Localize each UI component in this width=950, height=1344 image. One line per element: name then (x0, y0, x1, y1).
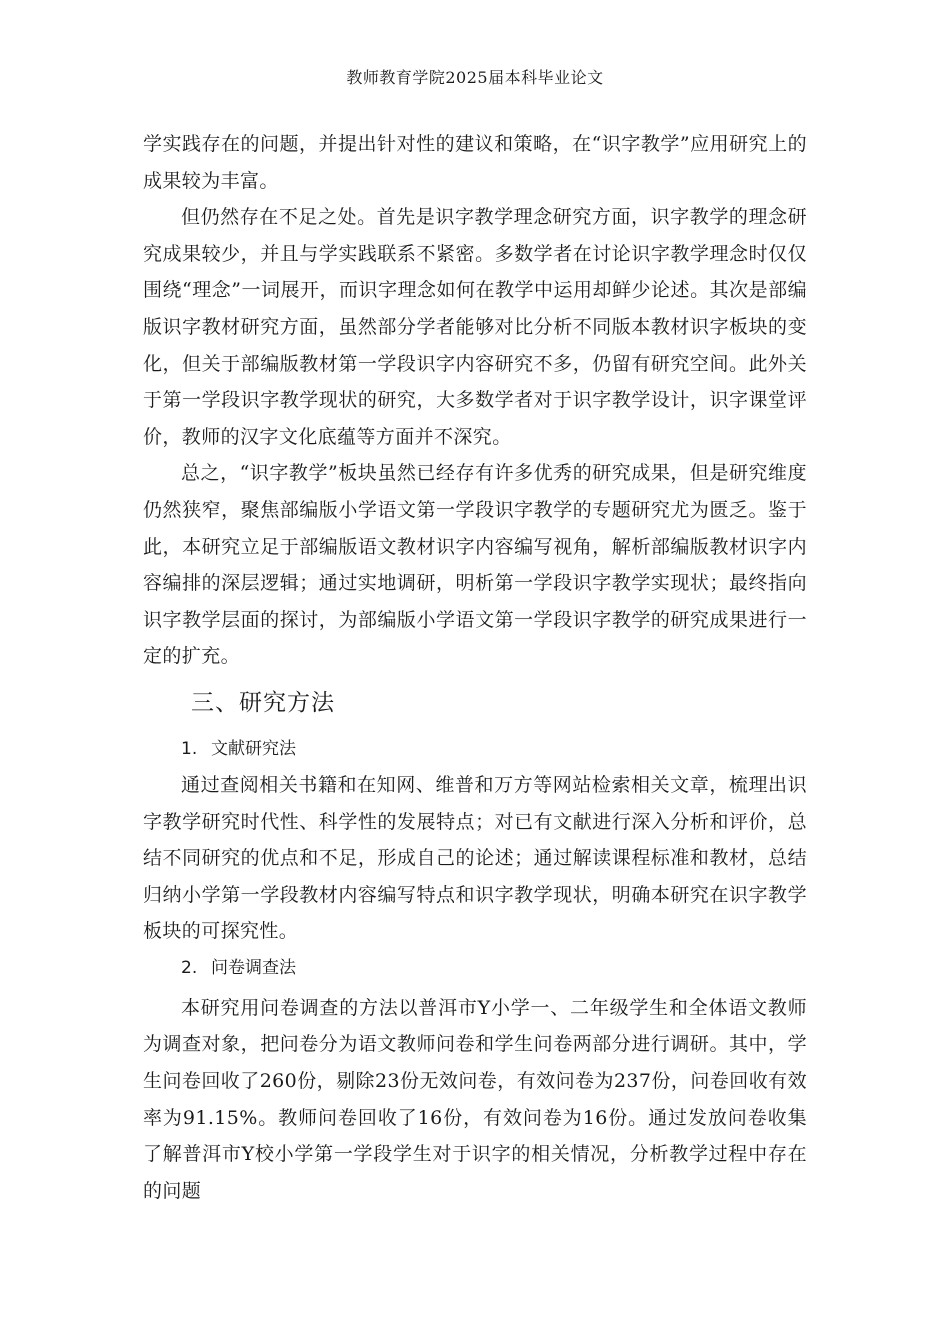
subsection-number: 2. (181, 957, 198, 978)
subsection-title: 文献研究法 (211, 738, 296, 759)
page-body (143, 126, 807, 1209)
paragraph-questionnaire-method: 本研究用问卷调查的方法以普洱市Y小学一、二年级学生和全体语文教师为调查对象，把问卷分为语文教师问卷和学生问卷两部分进行调研。其中，学生问卷回收了260份，剔除23份无效问卷，有效问卷为237份，问卷回收有效率为91.15%。教师问卷回收了16份，有效问卷为16份。通过发放问卷收集了解普洱市Y校小学第一学段学生对于识字的相关情况，分析教学过程中存在的问题 (143, 996, 807, 1202)
section-heading-research-methods: 三、研究方法 (191, 689, 335, 716)
paragraph-shortcomings: 但仍然存在不足之处。首先是识字教学理念研究方面，识字教学的理念研究成果较少，并且与学实践联系不紧密。多数学者在讨论识字教学理念时仅仅围绕“理念”一词展开，而识字理念如何在教学中运用却鲜少论述。其次是部编版识字教材研究方面，虽然部分学者能够对比分析不同版本教材识字板块的变化，但关于部编版教材第一学段识字内容研究不多，仍留有研究空间。此外关于第一学段识字教学现状的研究，大多数学者对于识字教学设计，识字课堂评价，教师的汉字文化底蕴等方面并不深究。 (143, 206, 807, 448)
header-divider (143, 98, 807, 99)
subsection-title: 问卷调查法 (211, 957, 296, 978)
subsection-heading-questionnaire-method (181, 950, 807, 986)
paragraph-summary: 总之，“识字教学”板块虽然已经存有许多优秀的研究成果，但是研究维度仍然狭窄，聚焦部编版小学语文第一学段识字教学的专题研究尤为匮乏。鉴于此，本研究立足于部编版语文教材识字内容编写视角，解析部编版教材识字内容编排的深层逻辑；通过实地调研，明析第一学段识字教学实现状；最终指向识字教学层面的探讨，为部编版小学语文第一学段识字教学的研究成果进行一定的扩充。 (143, 462, 807, 668)
subsection-number: 1. (181, 738, 198, 759)
page-header: 教师教育学院2025届本科毕业论文 (346, 68, 604, 87)
paragraph-literature-method: 通过查阅相关书籍和在知网、维普和万方等网站检索相关文章，梳理出识字教学研究时代性、科学性的发展特点；对已有文献进行深入分析和评价，总结不同研究的优点和不足，形成自己的论述；通过解读课程标准和教材，总结归纳小学第一学段教材内容编写特点和识字教学现状，明确本研究在识字教学板块的可探究性。 (143, 773, 807, 943)
paragraph-continuation: 学实践存在的问题，并提出针对性的建议和策略，在“识字教学”应用研究上的成果较为丰富。 (143, 133, 807, 192)
subsection-heading-literature-method (181, 731, 807, 767)
